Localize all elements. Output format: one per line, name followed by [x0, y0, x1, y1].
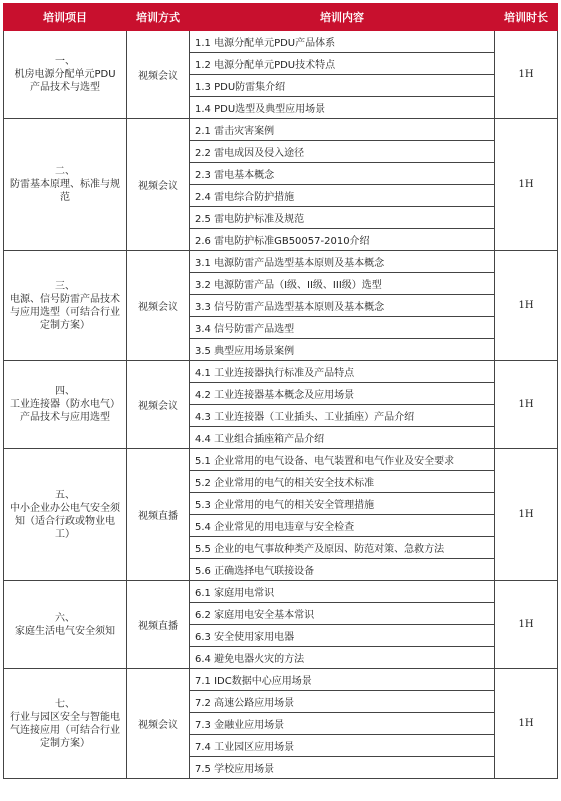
content-item: 4.3 工业连接器（工业插头、工业插座）产品介绍	[190, 405, 495, 427]
content-item: 2.4 雷电综合防护措施	[190, 185, 495, 207]
method-cell: 视频直播	[127, 449, 190, 581]
method-cell: 视频会议	[127, 669, 190, 779]
duration-cell: 1H	[495, 31, 558, 119]
content-item: 5.4 企业常见的用电违章与安全检查	[190, 515, 495, 537]
project-cell	[4, 361, 127, 449]
content-item: 7.3 金融业应用场景	[190, 713, 495, 735]
table-row	[4, 119, 558, 141]
project-number: 六、	[55, 612, 75, 624]
project-title: 机房电源分配单元PDU产品技术与选型	[14, 69, 116, 93]
content-item: 1.4 PDU选型及典型应用场景	[190, 97, 495, 119]
header-duration: 培训时长	[495, 4, 558, 31]
project-number: 七、	[55, 698, 75, 710]
method-cell: 视频直播	[127, 581, 190, 669]
project-number: 二、	[55, 166, 75, 177]
content-item: 2.2 雷电成因及侵入途径	[190, 141, 495, 163]
project-title: 家庭生活电气安全须知	[15, 625, 115, 637]
content-item: 7.4 工业园区应用场景	[190, 735, 495, 757]
content-item: 3.5 典型应用场景案例	[190, 339, 495, 361]
project-cell	[4, 119, 127, 251]
project-number: 三、	[55, 280, 75, 292]
method-cell: 视频会议	[127, 361, 190, 449]
duration-cell: 1H	[495, 119, 558, 251]
table-row	[4, 581, 558, 603]
header-project: 培训项目	[4, 4, 127, 31]
duration-cell: 1H	[495, 449, 558, 581]
project-cell	[4, 251, 127, 361]
content-item: 1.3 PDU防雷集介绍	[190, 75, 495, 97]
content-item: 5.3 企业常用的电气的相关安全管理措施	[190, 493, 495, 515]
table-row	[4, 449, 558, 471]
content-item: 2.5 雷电防护标准及规范	[190, 207, 495, 229]
content-item: 7.1 IDC数据中心应用场景	[190, 669, 495, 691]
method-cell: 视频会议	[127, 251, 190, 361]
training-table	[3, 3, 558, 779]
project-title: 工业连接器（防水电气）产品技术与应用选型	[10, 399, 120, 423]
content-item: 7.5 学校应用场景	[190, 757, 495, 779]
project-cell	[4, 31, 127, 119]
content-item: 4.2 工业连接器基本概念及应用场景	[190, 383, 495, 405]
table-row	[4, 251, 558, 273]
duration-cell: 1H	[495, 251, 558, 361]
content-item: 6.3 安全使用家用电器	[190, 625, 495, 647]
content-item: 3.4 信号防雷产品选型	[190, 317, 495, 339]
table-row	[4, 669, 558, 691]
content-item: 3.3 信号防雷产品选型基本原则及基本概念	[190, 295, 495, 317]
method-cell: 视频会议	[127, 31, 190, 119]
project-cell	[4, 449, 127, 581]
content-item: 6.1 家庭用电常识	[190, 581, 495, 603]
content-item: 7.2 高速公路应用场景	[190, 691, 495, 713]
project-title: 中小企业办公电气安全须知（适合行政或物业电工）	[10, 502, 120, 540]
table-row	[4, 31, 558, 53]
header-method: 培训方式	[127, 4, 190, 31]
content-item: 6.2 家庭用电安全基本常识	[190, 603, 495, 625]
project-title: 防雷基本原理、标准与规范	[10, 179, 120, 203]
content-item: 1.2 电源分配单元PDU技术特点	[190, 53, 495, 75]
project-number: 五、	[55, 489, 75, 501]
content-item: 3.2 电源防雷产品（I级、II级、III级）选型	[190, 273, 495, 295]
project-number: 一、	[55, 56, 75, 67]
content-item: 6.4 避免电器火灾的方法	[190, 647, 495, 669]
content-item: 2.3 雷电基本概念	[190, 163, 495, 185]
table-header-row	[4, 4, 558, 31]
project-title: 电源、信号防雷产品技术与应用选型（可结合行业定制方案）	[10, 293, 120, 331]
method-cell: 视频会议	[127, 119, 190, 251]
project-cell	[4, 581, 127, 669]
content-item: 5.1 企业常用的电气设备、电气装置和电气作业及安全要求	[190, 449, 495, 471]
content-item: 5.2 企业常用的电气的相关安全技术标准	[190, 471, 495, 493]
table-row	[4, 361, 558, 383]
duration-cell: 1H	[495, 581, 558, 669]
content-item: 2.6 雷电防护标准GB50057-2010介绍	[190, 229, 495, 251]
content-item: 1.1 电源分配单元PDU产品体系	[190, 31, 495, 53]
content-item: 4.1 工业连接器执行标准及产品特点	[190, 361, 495, 383]
project-number: 四、	[55, 386, 75, 397]
project-cell	[4, 669, 127, 779]
table-body	[4, 31, 558, 779]
duration-cell: 1H	[495, 361, 558, 449]
project-title: 行业与园区安全与智能电气连接应用（可结合行业定制方案）	[10, 711, 120, 749]
header-content: 培训内容	[190, 4, 495, 31]
content-item: 2.1 雷击灾害案例	[190, 119, 495, 141]
content-item: 5.5 企业的电气事故种类产及原因、防范对策、急救方法	[190, 537, 495, 559]
content-item: 5.6 正确选择电气联接设备	[190, 559, 495, 581]
content-item: 3.1 电源防雷产品选型基本原则及基本概念	[190, 251, 495, 273]
duration-cell: 1H	[495, 669, 558, 779]
content-item: 4.4 工业组合插座箱产品介绍	[190, 427, 495, 449]
